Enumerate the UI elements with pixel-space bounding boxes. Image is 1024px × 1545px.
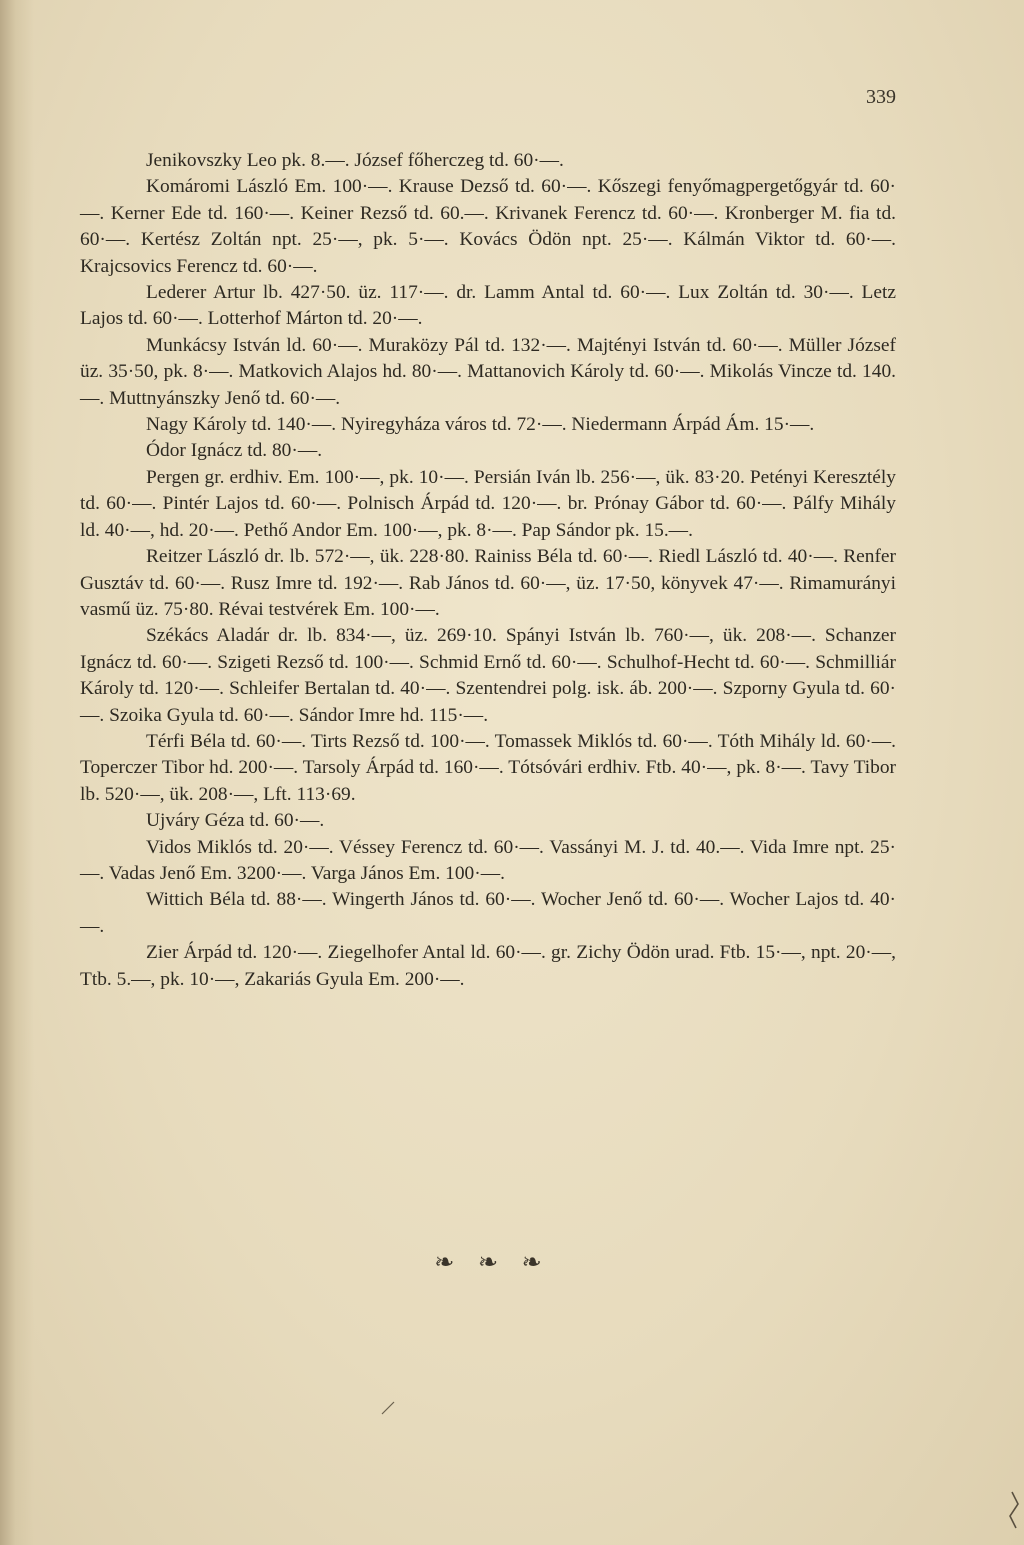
paragraph-r: Reitzer László dr. lb. 572·—, ük. 228·80. Rainiss Béla td. 60·—. Riedl László td. 40·—. Renfer Gusztáv td. 60·—. Rusz Imre td. 192·—. Rab János td. 60·—, üz. 17·50, könyvek 47·—. Rimamurányi vasmű üz. 75·80. Révai testvérek Em. 100·—. <box>80 546 896 620</box>
paragraph-z: Zier Árpád td. 120·—. Ziegelhofer Antal ld. 60·—. gr. Zichy Ödön urad. Ftb. 15·—, npt. 20·—, Ttb. 5.—, pk. 10·—, Zakariás Gyula Em. 200·—. <box>80 942 896 990</box>
paragraph-p: Pergen gr. erdhiv. Em. 100·—, pk. 10·—. Persián Iván lb. 256·—, ük. 83·20. Petényi Keresztély td. 60·—. Pintér Lajos td. 60·—. Polnisch Árpád td. 120·—. br. Prónay Gábor td. 60·—. Pálfy Mihály ld. 40·—, hd. 20·—. Pethő Andor Em. 100·—, pk. 8·—. Pap Sándor pk. 15.—. <box>80 466 896 541</box>
page-number: 339 <box>866 86 896 108</box>
paragraph-n: Nagy Károly td. 140·—. Nyiregyháza város td. 72·—. Niedermann Árpád Ám. 15·—. <box>146 414 815 436</box>
paragraph-k: Komáromi László Em. 100·—. Krause Dezső td. 60·—. Kőszegi fenyőmagpergetőgyár td. 60·—. Kerner Ede td. 160·—. Keiner Rezső td. 60.—. Krivanek Ferencz td. 60·—. Kronberger M. fia td. 60·—. Kertész Zoltán npt. 25·—, pk. 5·—. Kovács Ödön npt. 25·—. Kálmán Viktor td. 60·—. Krajcsovics Ferencz td. 60·—. <box>80 176 896 277</box>
page-edge-shadow <box>0 0 34 1545</box>
paragraph-v: Vidos Miklós td. 20·—. Véssey Ferencz td. 60·—. Vassányi M. J. td. 40.—. Vida Imre npt. 25·—. Vadas Jenő Em. 3200·—. Varga János Em. 100·—. <box>80 836 896 884</box>
paragraph-w: Wittich Béla td. 88·—. Wingerth János td. 60·—. Wocher Jenő td. 60·—. Wocher Lajos td. 40·—. <box>80 889 896 937</box>
paragraph-t: Térfi Béla td. 60·—. Tirts Rezső td. 100·—. Tomassek Miklós td. 60·—. Tóth Mihály ld. 60·—. Toperczer Tibor hd. 200·—. Tarsoly Árpád td. 160·—. Tótsóvári erdhiv. Ftb. 40·—, pk. 8·—. Tavy Tibor lb. 520·—, ük. 208·—, Lft. 113·69. <box>80 730 896 805</box>
stray-pen-mark-icon <box>1000 1490 1024 1530</box>
paragraph-j: Jenikovszky Leo pk. 8.—. József főherczeg td. 60·—. <box>146 150 564 171</box>
paragraph-l: Lederer Artur lb. 427·50. üz. 117·—. dr. Lamm Antal td. 60·—. Lux Zoltán td. 30·—. Letz Lajos td. 60·—. Lotterhof Márton td. 20·—. <box>80 282 896 330</box>
fleuron-ornament-icon: ❧ ❧ ❧ <box>434 1248 550 1276</box>
paragraph-u: Ujváry Géza td. 60·—. <box>146 810 325 832</box>
stray-tick-mark-icon <box>380 1400 400 1416</box>
paragraph-o: Ódor Ignácz td. 80·—. <box>146 440 323 462</box>
paragraph-s: Székács Aladár dr. lb. 834·—, üz. 269·10. Spányi István lb. 760·—, ük. 208·—. Schanzer Ignácz td. 60·—. Szigeti Rezső td. 100·—. Schmid Ernő td. 60·—. Schulhof-Hecht td. 60·—. Schmilliár Károly td. 120·—. Schleifer Bertalan td. 40·—. Szentendrei polg. isk. áb. 200·—. Szporny Gyula td. 60·—. Szoika Gyula td. 60·—. Sándor Imre hd. 115·—. <box>80 625 896 726</box>
donor-list <box>80 148 896 993</box>
paragraph-m: Munkácsy István ld. 60·—. Muraközy Pál td. 132·—. Majtényi István td. 60·—. Müller József üz. 35·50, pk. 8·—. Matkovich Alajos hd. 80·—. Mattanovich Károly td. 60·—. Mikolás Vincze td. 140.—. Muttnyánszky Jenő td. 60·—. <box>80 334 896 409</box>
